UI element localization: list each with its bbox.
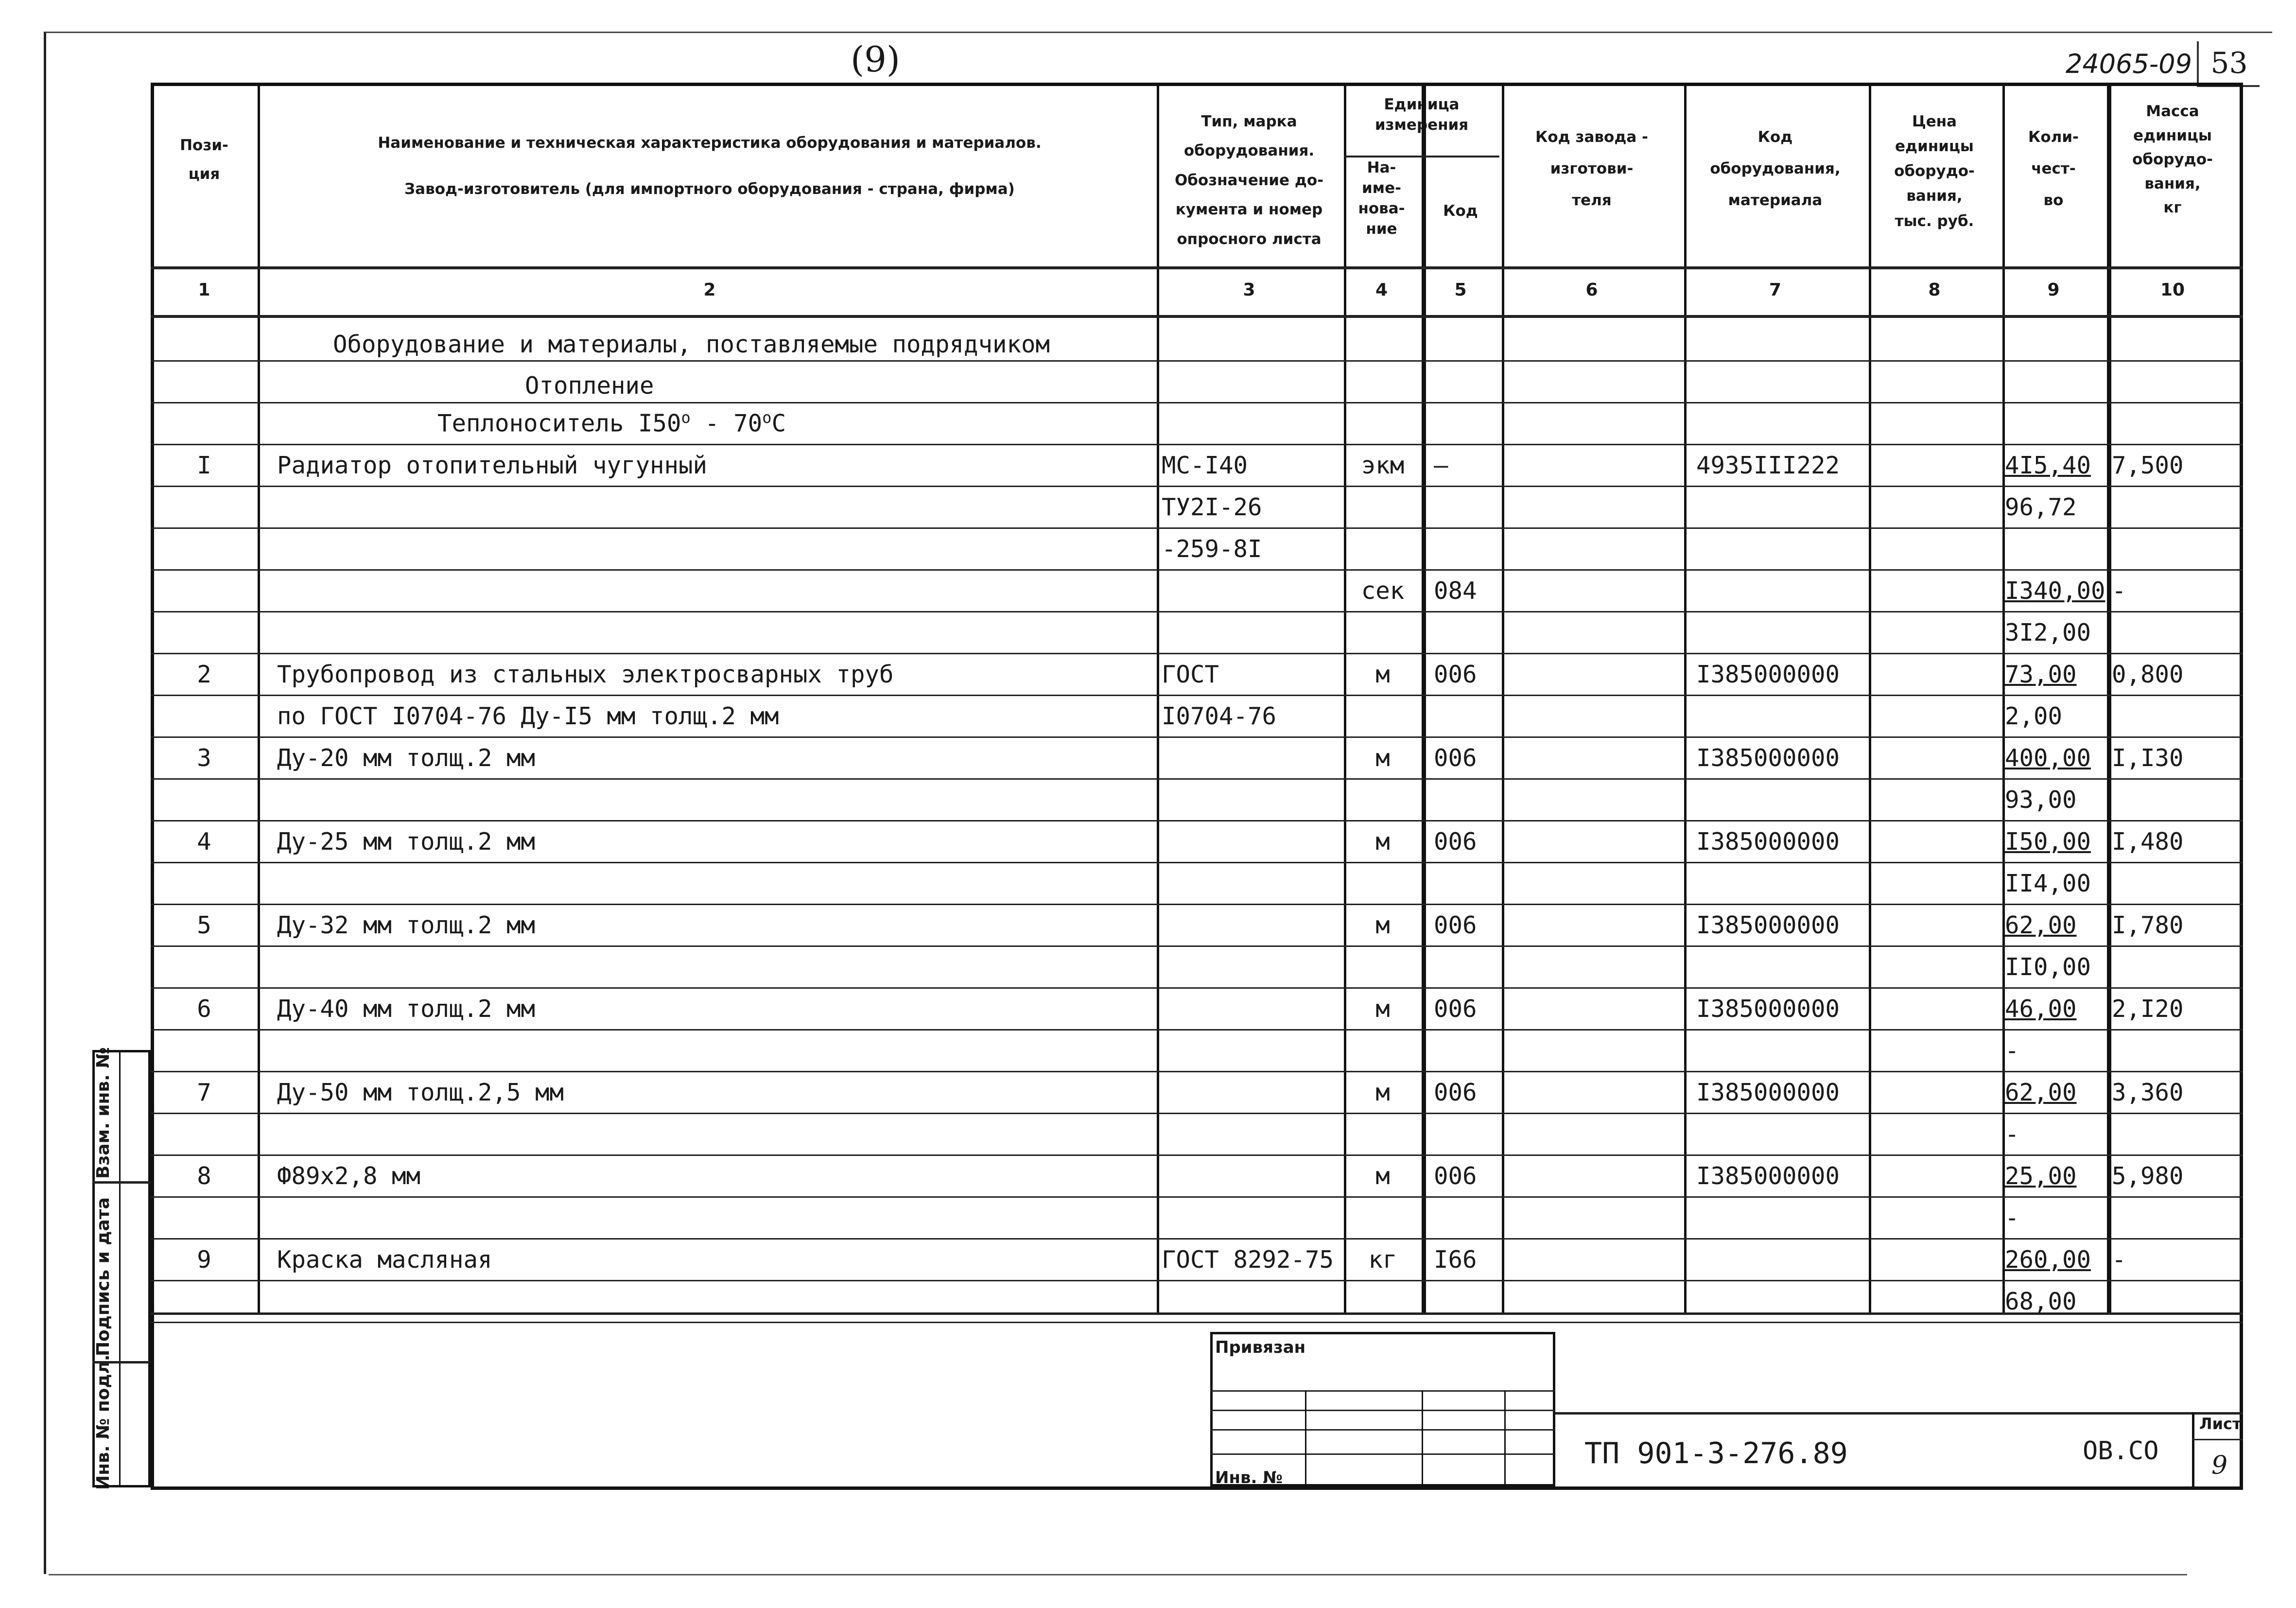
row-20-name: Краска масляная (277, 1246, 492, 1274)
col-number-5: 5 (1454, 280, 1467, 300)
row-6-mass: 0,800 (2112, 661, 2184, 688)
stamp-col-line (1504, 1390, 1506, 1486)
row-6-name: Трубопровод из стальных электросварных труб (277, 661, 894, 688)
row-18-unit: м (1375, 1162, 1390, 1190)
col-number-6: 6 (1585, 280, 1598, 300)
section-title: Оборудование и материалы, поставляемые подрядчиком (333, 331, 1050, 358)
row-10-unit: м (1375, 828, 1390, 856)
row-6-unit: м (1375, 661, 1390, 688)
col-number-4: 4 (1375, 280, 1388, 300)
row-15-qty: - (2005, 1037, 2019, 1065)
row-10-qty: I50,00 (2005, 828, 2091, 856)
carrier-mid: - 70 (690, 409, 763, 437)
row-8-mat: I385000000 (1696, 744, 1840, 772)
header-factory-code: Код завода - изготови- теля (1535, 128, 1648, 210)
row-18-pos: 8 (197, 1162, 211, 1190)
row-4-unit: сек (1361, 577, 1405, 605)
row-4-qty: I340,00 (2005, 577, 2105, 605)
list-box-line (2192, 1412, 2194, 1487)
row-4-mass: - (2112, 577, 2126, 605)
row-14-mat: I385000000 (1696, 995, 1840, 1023)
side-inv-podl: Инв. № подл. (93, 1354, 113, 1490)
row-1-mat: 4935III222 (1696, 452, 1840, 479)
row-20-code: I66 (1434, 1246, 1477, 1274)
row-3-type: -259-8I (1162, 535, 1262, 563)
row-2-qty: 96,72 (2005, 493, 2077, 521)
row-6-mat: I385000000 (1696, 661, 1840, 688)
side-strip-frame (92, 1050, 151, 1487)
row-line (151, 945, 2243, 947)
row-line (151, 1113, 2243, 1114)
row-18-code: 006 (1434, 1162, 1477, 1190)
row-18-mass: 5,980 (2112, 1162, 2184, 1190)
side-strip-divider (119, 1050, 121, 1487)
stamp-col-line (1422, 1390, 1423, 1486)
title-block-line (1555, 1412, 2243, 1415)
row-7-name: по ГОСТ I0704-76 Ду-I5 мм толщ.2 мм (277, 702, 779, 730)
row-8-qty: 400,00 (2005, 744, 2091, 772)
row-14-mass: 2,I20 (2112, 995, 2184, 1023)
stamp-inv-no: Инв. № (1215, 1468, 1283, 1487)
list-label: Лист (2199, 1415, 2242, 1433)
row-5-qty: 3I2,00 (2005, 619, 2091, 647)
col-number-1: 1 (198, 280, 210, 300)
project-code: ТП 901-3-276.89 (1584, 1436, 1848, 1470)
row-line (151, 653, 2243, 654)
row-18-mat: I385000000 (1696, 1162, 1840, 1190)
row-10-pos: 4 (197, 828, 211, 856)
side-strip-row (92, 1181, 151, 1184)
row-14-name: Ду-40 мм толщ.2 мм (277, 995, 536, 1023)
header-equipment-code: Код оборудования, материала (1710, 128, 1841, 210)
row-line (151, 1154, 2243, 1156)
row-8-pos: 3 (197, 744, 211, 772)
row-line (151, 820, 2243, 821)
table-bottom-line (151, 1312, 2243, 1315)
row-line (151, 360, 2243, 362)
bottom-edge-line (49, 1574, 2187, 1575)
header-quantity: Коли- чест- во (2028, 128, 2079, 210)
row-14-qty: 46,00 (2005, 995, 2077, 1023)
colnumber-bottom-line (151, 315, 2243, 318)
row-line (151, 402, 2243, 403)
row-line (151, 1029, 2243, 1031)
row-6-pos: 2 (197, 661, 211, 688)
list-value: 9 (2211, 1451, 2228, 1480)
header-unit: Единица измерения (1374, 96, 1469, 134)
row-16-code: 006 (1434, 1079, 1477, 1106)
col-number-3: 3 (1243, 280, 1255, 300)
row-line (151, 1196, 2243, 1198)
col-number-2: 2 (703, 280, 716, 300)
header-unit-name: На- име- нова- ние (1358, 159, 1405, 238)
row-line (151, 904, 2243, 905)
carrier-text: Теплоноситель I50 (437, 409, 681, 437)
side-vzam-inv: Взам. инв. № (93, 1047, 113, 1179)
sheet-code: ОВ.СО (2083, 1436, 2159, 1466)
row-20-qty: 260,00 (2005, 1246, 2091, 1274)
row-8-unit: м (1375, 744, 1390, 772)
list-box-divider (2192, 1439, 2243, 1440)
header-unit-code: Код (1443, 202, 1478, 220)
row-4-code: 084 (1434, 577, 1477, 605)
col-number-9: 9 (2047, 280, 2060, 300)
header-mass: Масса единицы оборудо- вания, кг (2132, 103, 2213, 217)
row-line (151, 736, 2243, 738)
stamp-row-line (1210, 1429, 1555, 1431)
page-number: 53 (2197, 41, 2260, 87)
row-line (151, 987, 2243, 989)
row-13-qty: II0,00 (2005, 953, 2091, 981)
row-16-unit: м (1375, 1079, 1390, 1106)
row-19-qty: - (2005, 1204, 2019, 1232)
carrier-degree-2: o (762, 408, 772, 427)
row-16-mass: 3,360 (2112, 1079, 2184, 1106)
stamp-col-line (1305, 1390, 1306, 1486)
header-bottom-line (151, 266, 2243, 269)
stamp-frame (1210, 1332, 1555, 1486)
sheet-number-mark: (9) (851, 39, 900, 80)
row-7-type: I0704-76 (1162, 702, 1277, 730)
row-line (151, 527, 2243, 529)
row-6-type: ГОСТ (1162, 661, 1219, 688)
stamp-privyazan: Привязан (1215, 1338, 1306, 1357)
row-14-code: 006 (1434, 995, 1477, 1023)
row-16-name: Ду-50 мм толщ.2,5 мм (277, 1079, 564, 1106)
row-line (151, 1238, 2243, 1240)
row-1-code: – (1434, 452, 1448, 479)
row-line (151, 1322, 2243, 1323)
row-line (151, 486, 2243, 487)
side-strip-row (92, 1361, 151, 1363)
stamp-row-line (1210, 1453, 1555, 1455)
row-line (151, 611, 2243, 612)
row-line (151, 695, 2243, 696)
row-14-pos: 6 (197, 995, 211, 1023)
stamp-row-line (1210, 1410, 1555, 1411)
row-line (151, 862, 2243, 863)
row-18-qty: 25,00 (2005, 1162, 2077, 1190)
row-8-name: Ду-20 мм толщ.2 мм (277, 744, 536, 772)
row-12-pos: 5 (197, 911, 211, 939)
row-12-mass: I,780 (2112, 911, 2184, 939)
row-line (151, 444, 2243, 445)
section-carrier (437, 408, 786, 437)
row-10-mat: I385000000 (1696, 828, 1840, 856)
col-number-8: 8 (1928, 280, 1941, 300)
row-10-name: Ду-25 мм толщ.2 мм (277, 828, 536, 856)
row-8-code: 006 (1434, 744, 1477, 772)
header-name-line2: Завод-изготовитель (для импортного оборудования - страна, фирма) (404, 180, 1015, 198)
row-12-qty: 62,00 (2005, 911, 2077, 939)
row-12-code: 006 (1434, 911, 1477, 939)
row-12-mat: I385000000 (1696, 911, 1840, 939)
col-number-10: 10 (2160, 280, 2185, 300)
row-16-mat: I385000000 (1696, 1079, 1840, 1106)
row-7-qty: 2,00 (2005, 702, 2063, 730)
row-20-mass: - (2112, 1246, 2126, 1274)
header-position: Пози- ция (180, 137, 228, 183)
unit-divider (1344, 156, 1499, 157)
row-1-name: Радиатор отопительный чугунный (277, 452, 708, 479)
section-subtitle: Отопление (525, 372, 654, 400)
stamp-row-line (1210, 1390, 1555, 1392)
carrier-unit: C (771, 409, 786, 437)
row-line (151, 569, 2243, 571)
row-1-qty: 4I5,40 (2005, 452, 2091, 479)
row-14-unit: м (1375, 995, 1390, 1023)
row-8-mass: I,I30 (2112, 744, 2184, 772)
header-type: Тип, марка оборудования. Обозначение до- кумента и номер опросного листа (1174, 113, 1324, 248)
header-price: Цена единицы оборудо- вания, тыс. руб. (1894, 113, 1975, 230)
header-name-line1: Наименование и техническая характеристика оборудования и материалов. (378, 134, 1042, 152)
row-9-qty: 93,00 (2005, 786, 2077, 814)
row-16-pos: 7 (197, 1079, 211, 1106)
row-12-unit: м (1375, 911, 1390, 939)
row-18-name: Ф89x2,8 мм (277, 1162, 421, 1190)
row-10-mass: I,480 (2112, 828, 2184, 856)
row-1-unit: экм (1361, 452, 1405, 479)
row-11-qty: II4,00 (2005, 870, 2091, 897)
row-1-mass: 7,500 (2112, 452, 2184, 479)
row-1-type: МС-I40 (1162, 452, 1248, 479)
row-20-type: ГОСТ 8292-75 (1162, 1246, 1334, 1274)
carrier-degree-1: o (681, 408, 691, 427)
row-2-type: ТУ2I-26 (1162, 493, 1262, 521)
row-line (151, 1071, 2243, 1072)
row-21-qty: 68,00 (2005, 1288, 2077, 1315)
row-6-code: 006 (1434, 661, 1477, 688)
row-1-pos: I (197, 452, 211, 479)
row-line (151, 778, 2243, 780)
row-16-qty: 62,00 (2005, 1079, 2077, 1106)
row-20-unit: кг (1368, 1246, 1397, 1274)
row-20-pos: 9 (197, 1246, 211, 1274)
side-podpis-data: Подпись и дата (93, 1197, 113, 1356)
row-10-code: 006 (1434, 828, 1477, 856)
row-6-qty: 73,00 (2005, 661, 2077, 688)
row-12-name: Ду-32 мм толщ.2 мм (277, 911, 536, 939)
row-17-qty: - (2005, 1120, 2019, 1148)
row-line (151, 1280, 2243, 1281)
col-number-7: 7 (1769, 280, 1782, 300)
document-number: 24065-09 (2066, 49, 2192, 79)
